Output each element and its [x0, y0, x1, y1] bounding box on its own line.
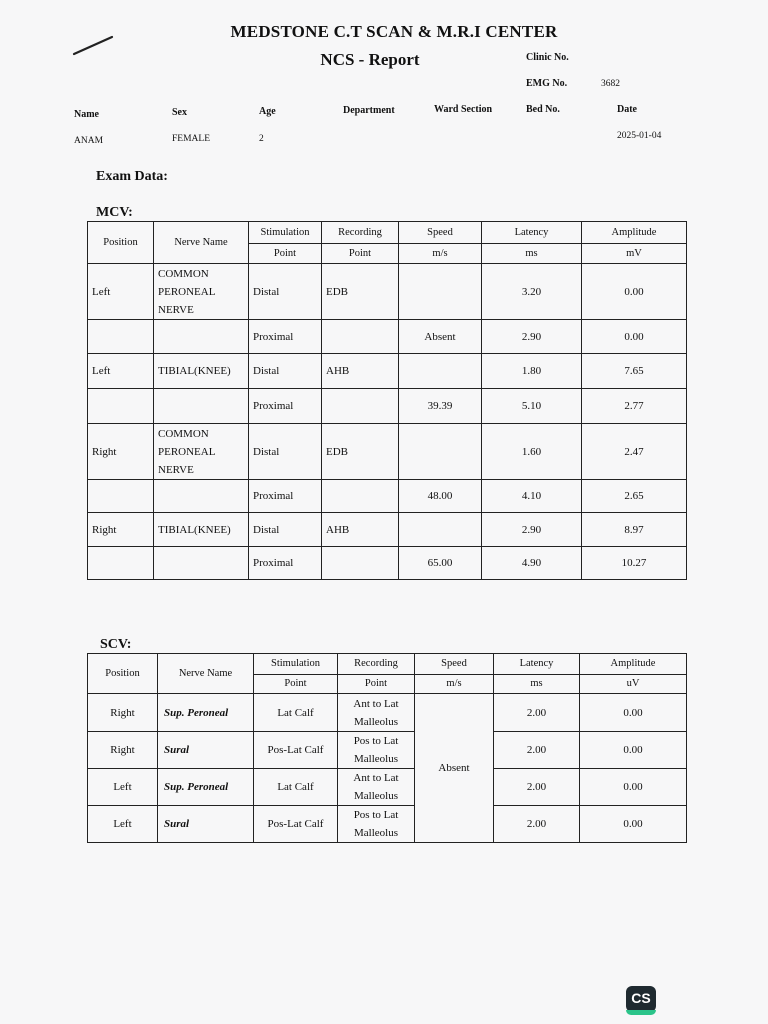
- scv-col-stim: Stimulation: [254, 654, 338, 675]
- row-latency: 2.00: [494, 769, 580, 806]
- row-amplitude: 0.00: [580, 732, 687, 769]
- row-position: Left: [88, 769, 158, 806]
- scv-amplitude-unit: uV: [580, 675, 687, 694]
- patient-name: ANAM: [74, 136, 104, 146]
- row-latency: 2.00: [494, 732, 580, 769]
- scv-header-row: [88, 654, 687, 675]
- rec-line: Ant to Lat: [353, 772, 399, 784]
- exam-date: 2025-01-04: [617, 131, 662, 141]
- name-label: Name: [74, 109, 99, 120]
- table-row: [88, 424, 687, 480]
- row-latency: 1.60: [482, 424, 582, 480]
- patient-sex: FEMALE: [172, 134, 210, 144]
- bed-no-label: Bed No.: [526, 104, 560, 115]
- mcv-col-position: Position: [88, 222, 154, 264]
- scv-stim-sub: Point: [254, 675, 338, 694]
- rec-line: Pos to Lat: [353, 809, 399, 821]
- scv-col-rec: Recording: [338, 654, 415, 675]
- rec-line: Malleolus: [354, 827, 398, 839]
- rec-line: Malleolus: [354, 753, 398, 765]
- emg-no-value: 3682: [601, 79, 620, 89]
- mcv-latency-unit: ms: [482, 244, 582, 264]
- scv-col-position: Position: [88, 654, 158, 694]
- emg-no-label: EMG No.: [526, 78, 568, 89]
- rec-line: Malleolus: [354, 715, 398, 728]
- camscanner-logo: CS: [626, 986, 656, 1012]
- row-latency: 2.90: [482, 320, 582, 354]
- age-label: Age: [259, 106, 276, 117]
- mcv-rec-sub: Point: [322, 244, 399, 264]
- row-stim: Distal: [249, 264, 322, 320]
- row-position: Left: [88, 806, 158, 843]
- mcv-col-speed: Speed: [399, 222, 482, 244]
- row-speed: [399, 264, 482, 320]
- row-stim: Proximal: [249, 547, 322, 580]
- row-speed: 48.00: [399, 480, 482, 513]
- row-nerve: Sural: [158, 806, 254, 843]
- department-label: Department: [343, 105, 395, 116]
- nerve-line: NERVE: [158, 303, 194, 316]
- mcv-col-stim: Stimulation: [249, 222, 322, 244]
- table-row: [88, 694, 687, 732]
- nerve-line: COMMON: [158, 427, 209, 440]
- rec-line: Ant to Lat: [353, 697, 399, 710]
- row-latency: 2.00: [494, 694, 580, 732]
- row-position: Left: [88, 354, 154, 389]
- table-row: [88, 547, 687, 580]
- patient-age: 2: [259, 134, 264, 144]
- row-nerve: [154, 547, 249, 580]
- row-stim: Distal: [249, 424, 322, 480]
- row-stim: Lat Calf: [254, 769, 338, 806]
- row-position: Right: [88, 732, 158, 769]
- scv-col-speed: Speed: [415, 654, 494, 675]
- rec-line: Malleolus: [354, 790, 398, 802]
- row-latency: 3.20: [482, 264, 582, 320]
- row-latency: 5.10: [482, 389, 582, 424]
- table-row: [88, 264, 687, 320]
- mcv-header-row: [88, 222, 687, 244]
- row-nerve: Sup. Peroneal: [158, 769, 254, 806]
- table-row: [88, 513, 687, 547]
- center-name: MEDSTONE C.T SCAN & M.R.I CENTER: [230, 22, 558, 41]
- row-amplitude: 2.77: [582, 389, 687, 424]
- row-rec: EDB: [322, 424, 399, 480]
- exam-data-heading: Exam Data:: [96, 169, 168, 184]
- table-row: [88, 480, 687, 513]
- row-position: [88, 480, 154, 513]
- row-amplitude: 0.00: [582, 264, 687, 320]
- row-latency: 1.80: [482, 354, 582, 389]
- date-label: Date: [617, 104, 637, 115]
- table-row: [88, 320, 687, 354]
- speed-absent: Absent: [415, 694, 494, 843]
- row-amplitude: 0.00: [582, 320, 687, 354]
- row-speed: Absent: [399, 320, 482, 354]
- row-nerve: [154, 264, 249, 320]
- scv-col-nerve: Nerve Name: [158, 654, 254, 694]
- row-rec: [338, 806, 415, 843]
- scv-rec-sub: Point: [338, 675, 415, 694]
- row-amplitude: 0.00: [580, 806, 687, 843]
- scv-col-latency: Latency: [494, 654, 580, 675]
- nerve-line: PERONEAL: [158, 445, 216, 458]
- row-nerve: [154, 389, 249, 424]
- nerve-line: PERONEAL: [158, 285, 216, 298]
- table-row: [88, 806, 687, 843]
- row-speed: 65.00: [399, 547, 482, 580]
- row-stim: Pos-Lat Calf: [254, 806, 338, 843]
- scv-heading: SCV:: [100, 637, 132, 652]
- mcv-col-latency: Latency: [482, 222, 582, 244]
- table-row: [88, 389, 687, 424]
- row-position: [88, 547, 154, 580]
- row-position: Right: [88, 513, 154, 547]
- row-latency: 2.90: [482, 513, 582, 547]
- mcv-stim-sub: Point: [249, 244, 322, 264]
- row-rec: EDB: [322, 264, 399, 320]
- row-amplitude: 2.65: [582, 480, 687, 513]
- row-latency: 4.90: [482, 547, 582, 580]
- row-amplitude: 0.00: [580, 694, 687, 732]
- mcv-table: [87, 221, 687, 580]
- row-nerve: [154, 480, 249, 513]
- row-amplitude: 8.97: [582, 513, 687, 547]
- row-nerve: [154, 354, 249, 389]
- row-rec: [338, 769, 415, 806]
- row-nerve: Sup. Peroneal: [158, 694, 254, 732]
- row-stim: Proximal: [249, 480, 322, 513]
- scv-table: [87, 653, 687, 843]
- row-amplitude: 2.47: [582, 424, 687, 480]
- row-position: [88, 389, 154, 424]
- row-nerve: [154, 513, 249, 547]
- scv-col-amplitude: Amplitude: [580, 654, 687, 675]
- report-title: NCS - Report: [320, 50, 420, 69]
- table-row: [88, 354, 687, 389]
- row-nerve: Sural: [158, 732, 254, 769]
- row-speed: 39.39: [399, 389, 482, 424]
- mcv-amplitude-unit: mV: [582, 244, 687, 264]
- row-rec: [322, 480, 399, 513]
- nerve-line: TIBIAL(KNEE): [158, 523, 231, 536]
- row-nerve: [154, 424, 249, 480]
- row-latency: 2.00: [494, 806, 580, 843]
- nerve-line: COMMON: [158, 267, 209, 280]
- row-amplitude: 7.65: [582, 354, 687, 389]
- nerve-line: TIBIAL(KNEE): [158, 365, 231, 377]
- sex-label: Sex: [172, 107, 187, 118]
- row-position: Left: [88, 264, 154, 320]
- row-rec: [338, 694, 415, 732]
- row-amplitude: 10.27: [582, 547, 687, 580]
- row-latency: 4.10: [482, 480, 582, 513]
- row-position: Right: [88, 694, 158, 732]
- row-rec: AHB: [322, 513, 399, 547]
- row-position: [88, 320, 154, 354]
- row-rec: AHB: [322, 354, 399, 389]
- clinic-no-label: Clinic No.: [526, 52, 569, 63]
- row-nerve: [154, 320, 249, 354]
- scv-latency-unit: ms: [494, 675, 580, 694]
- mcv-col-amplitude: Amplitude: [582, 222, 687, 244]
- mcv-heading: MCV:: [96, 205, 133, 220]
- row-stim: Lat Calf: [254, 694, 338, 732]
- row-speed: [399, 424, 482, 480]
- mcv-col-rec: Recording: [322, 222, 399, 244]
- row-rec: [338, 732, 415, 769]
- scv-speed-unit: m/s: [415, 675, 494, 694]
- table-row: [88, 732, 687, 769]
- mcv-col-nerve: Nerve Name: [154, 222, 249, 264]
- row-stim: Proximal: [249, 389, 322, 424]
- nerve-line: NERVE: [158, 463, 194, 476]
- row-speed: [399, 513, 482, 547]
- ward-section-label: Ward Section: [434, 104, 493, 115]
- row-rec: [322, 320, 399, 354]
- row-stim: Pos-Lat Calf: [254, 732, 338, 769]
- mcv-speed-unit: m/s: [399, 244, 482, 264]
- row-rec: [322, 547, 399, 580]
- row-speed: [399, 354, 482, 389]
- row-stim: Proximal: [249, 320, 322, 354]
- row-amplitude: 0.00: [580, 769, 687, 806]
- row-stim: Distal: [249, 354, 322, 389]
- row-stim: Distal: [249, 513, 322, 547]
- table-row: [88, 769, 687, 806]
- rec-line: Pos to Lat: [353, 735, 399, 747]
- row-rec: [322, 389, 399, 424]
- row-position: Right: [88, 424, 154, 480]
